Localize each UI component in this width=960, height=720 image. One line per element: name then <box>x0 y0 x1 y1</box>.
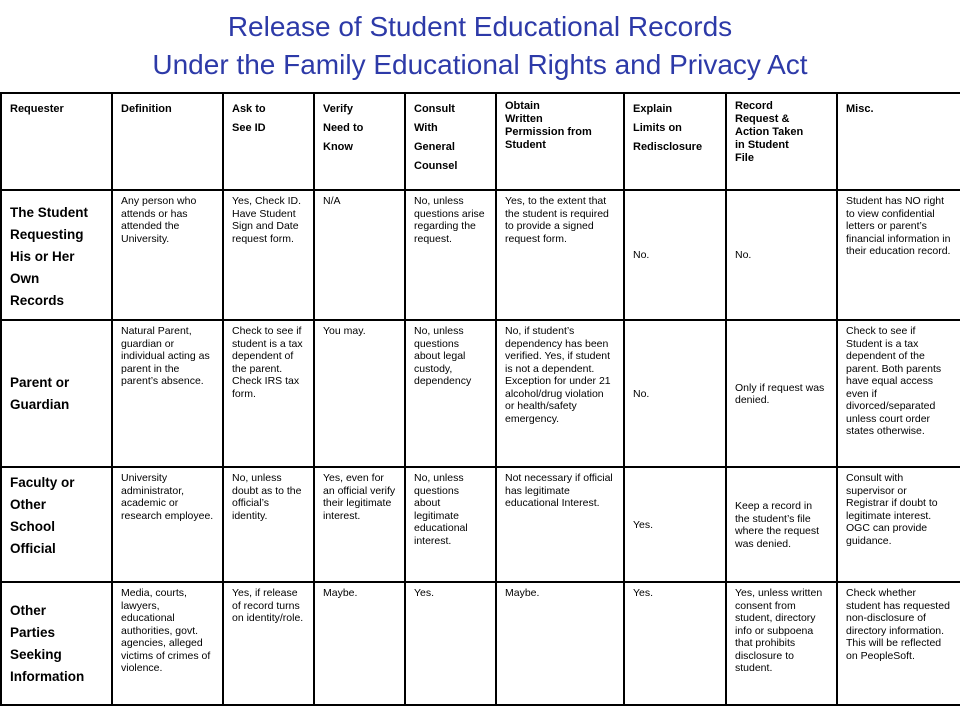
header-explain-limits: Explain Limits on Redisclosure <box>624 93 726 190</box>
record-request-cell: No. <box>726 190 837 320</box>
definition-cell: Natural Parent, guardian or individual acting as parent in the parent’s absence. <box>112 320 223 467</box>
obtain-permission-cell: Yes, to the extent that the student is required to provide a signed request form. <box>496 190 624 320</box>
requester-cell: Parent or Guardian <box>1 320 112 467</box>
consult-counsel-cell: No, unless questions about legal custody, dependency <box>405 320 496 467</box>
header-verify-need: Verify Need to Know <box>314 93 405 190</box>
misc-cell: Consult with supervisor or Registrar if doubt to legitimate interest. OGC can provide guidance. <box>837 467 960 582</box>
header-misc: Misc. <box>837 93 960 190</box>
header-obtain-permission: Obtain Written Permission from Student <box>496 93 624 190</box>
record-request-cell: Yes, unless written consent from student, directory info or subpoena that prohibits disclosure to student. <box>726 582 837 705</box>
consult-counsel-cell: Yes. <box>405 582 496 705</box>
title-line-1: Release of Student Educational Records <box>227 11 733 42</box>
verify-need-cell: N/A <box>314 190 405 320</box>
slide-title <box>0 8 960 84</box>
verify-need-cell: Maybe. <box>314 582 405 705</box>
header-ask-id: Ask to See ID <box>223 93 314 190</box>
verify-need-cell: You may. <box>314 320 405 467</box>
requester-cell: Other Parties Seeking Information <box>1 582 112 705</box>
explain-limits-cell: Yes. <box>624 582 726 705</box>
obtain-permission-cell: Maybe. <box>496 582 624 705</box>
consult-counsel-cell: No, unless questions arise regarding the request. <box>405 190 496 320</box>
misc-cell: Student has NO right to view confidential letters or parent’s financial information in their education record. <box>837 190 960 320</box>
table-row <box>1 467 960 582</box>
explain-limits-cell: No. <box>624 320 726 467</box>
table-row <box>1 320 960 467</box>
misc-cell: Check to see if Student is a tax dependent of the parent. Both parents have equal access even if divorced/separated unless court order states otherwise. <box>837 320 960 467</box>
header-record-request: Record Request & Action Taken in Student File <box>726 93 837 190</box>
ask-id-cell: Yes, Check ID. Have Student Sign and Date request form. <box>223 190 314 320</box>
verify-need-cell: Yes, even for an official verify their legitimate interest. <box>314 467 405 582</box>
record-request-cell: Keep a record in the student’s file where the request was denied. <box>726 467 837 582</box>
obtain-permission-cell: No, if student’s dependency has been verified. Yes, if student is not a dependent. Exception for under 21 alcohol/drug violation or health/safety emergency. <box>496 320 624 467</box>
definition-cell: Any person who attends or has attended the University. <box>112 190 223 320</box>
requester-cell: Faculty or Other School Official <box>1 467 112 582</box>
header-requester: Requester <box>1 93 112 190</box>
title-line-2: Under the Family Educational Rights and Privacy Act <box>152 49 808 80</box>
definition-cell: University administrator, academic or research employee. <box>112 467 223 582</box>
header-definition: Definition <box>112 93 223 190</box>
table-row <box>1 190 960 320</box>
misc-cell: Check whether student has requested non-disclosure of directory information. This will be reflected on PeopleSoft. <box>837 582 960 705</box>
consult-counsel-cell: No, unless questions about legitimate educational interest. <box>405 467 496 582</box>
ferpa-records-table <box>0 92 960 706</box>
ask-id-cell: Yes, if release of record turns on identity/role. <box>223 582 314 705</box>
requester-cell: The Student Requesting His or Her Own Records <box>1 190 112 320</box>
ask-id-cell: Check to see if student is a tax dependent of the parent. Check IRS tax form. <box>223 320 314 467</box>
table-row <box>1 582 960 705</box>
definition-cell: Media, courts, lawyers, educational authorities, govt. agencies, alleged victims of crimes of violence. <box>112 582 223 705</box>
explain-limits-cell: No. <box>624 190 726 320</box>
record-request-cell: Only if request was denied. <box>726 320 837 467</box>
header-consult-counsel: Consult With General Counsel <box>405 93 496 190</box>
obtain-permission-cell: Not necessary if official has legitimate educational Interest. <box>496 467 624 582</box>
ask-id-cell: No, unless doubt as to the official’s identity. <box>223 467 314 582</box>
explain-limits-cell: Yes. <box>624 467 726 582</box>
header-row <box>1 93 960 190</box>
